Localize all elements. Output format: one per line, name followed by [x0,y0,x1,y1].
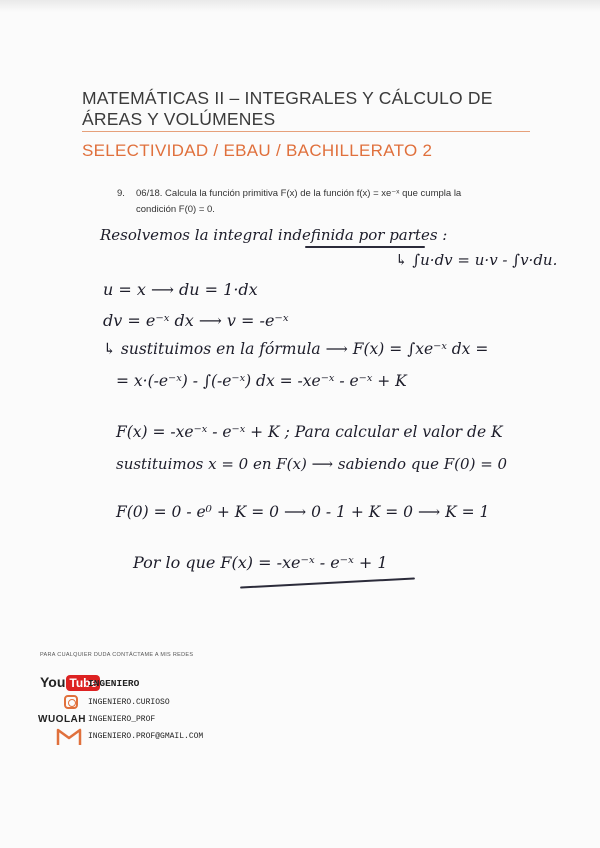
instagram-handle: INGENIERO.CURIOSO [88,698,170,707]
solution-F0-line: F(0) = 0 - e⁰ + K = 0 ⟶ 0 - 1 + K = 0 ⟶ K = 1 [116,503,490,521]
contact-note: PARA CUALQUIER DUDA CONTÁCTAME A MIS REDES [40,652,194,658]
title-line-1: MATEMÁTICAS II – INTEGRALES Y CÁLCULO DE [82,88,493,108]
title-line-2: ÁREAS Y VOLÚMENES [82,109,276,129]
youtube-tube-label: Tube [66,675,100,691]
solution-dv-line: dv = e⁻ˣ dx ⟶ v = -e⁻ˣ [103,311,289,330]
gmail-icon [56,728,82,746]
problem-text: 06/18. Calcula la función primitiva F(x) de la función f(x) = xe⁻ˣ que cumpla la condición F(0) = 0. [136,188,462,215]
solution-intro: Resolvemos la integral indefinida por partes : [100,226,448,244]
wuolah-handle: INGENIERO_PROF [88,715,156,724]
email-address: INGENIERO.PROF@GMAIL.COM [88,732,204,741]
problem-statement [117,186,497,218]
solution-sustituimos-line: sustituimos x = 0 en F(x) ⟶ sabiendo que F(0) = 0 [116,455,508,473]
document-title [82,88,542,130]
solution-calc-line: = x·(-e⁻ˣ) - ∫(-e⁻ˣ) dx = -xe⁻ˣ - e⁻ˣ + K [116,372,407,390]
problem-number: 9. [117,188,125,199]
solution-final-line: Por lo que F(x) = -xe⁻ˣ - e⁻ˣ + 1 [133,553,388,572]
youtube-you-label: You [40,674,66,690]
youtube-channel: INGENIERO [88,678,140,689]
underline-final-answer [240,577,415,588]
solution-F-line: F(x) = -xe⁻ˣ - e⁻ˣ + K ; Para calcular el valor de K [116,423,503,441]
solution-substitute-line: ↳ sustituimos en la fórmula ⟶ F(x) = ∫xe⁻ˣ dx = [103,340,489,358]
document-subtitle: SELECTIVIDAD / EBAU / BACHILLERATO 2 [82,141,433,160]
parts-formula: ↳ ∫u·dv = u·v - ∫v·du. [395,251,558,269]
scan-edge [0,0,600,12]
underline-partes [305,246,425,248]
instagram-icon [64,695,78,709]
wuolah-logo: WUOLAH [38,714,86,725]
title-divider [82,131,530,132]
solution-u-line: u = x ⟶ du = 1·dx [103,280,258,299]
